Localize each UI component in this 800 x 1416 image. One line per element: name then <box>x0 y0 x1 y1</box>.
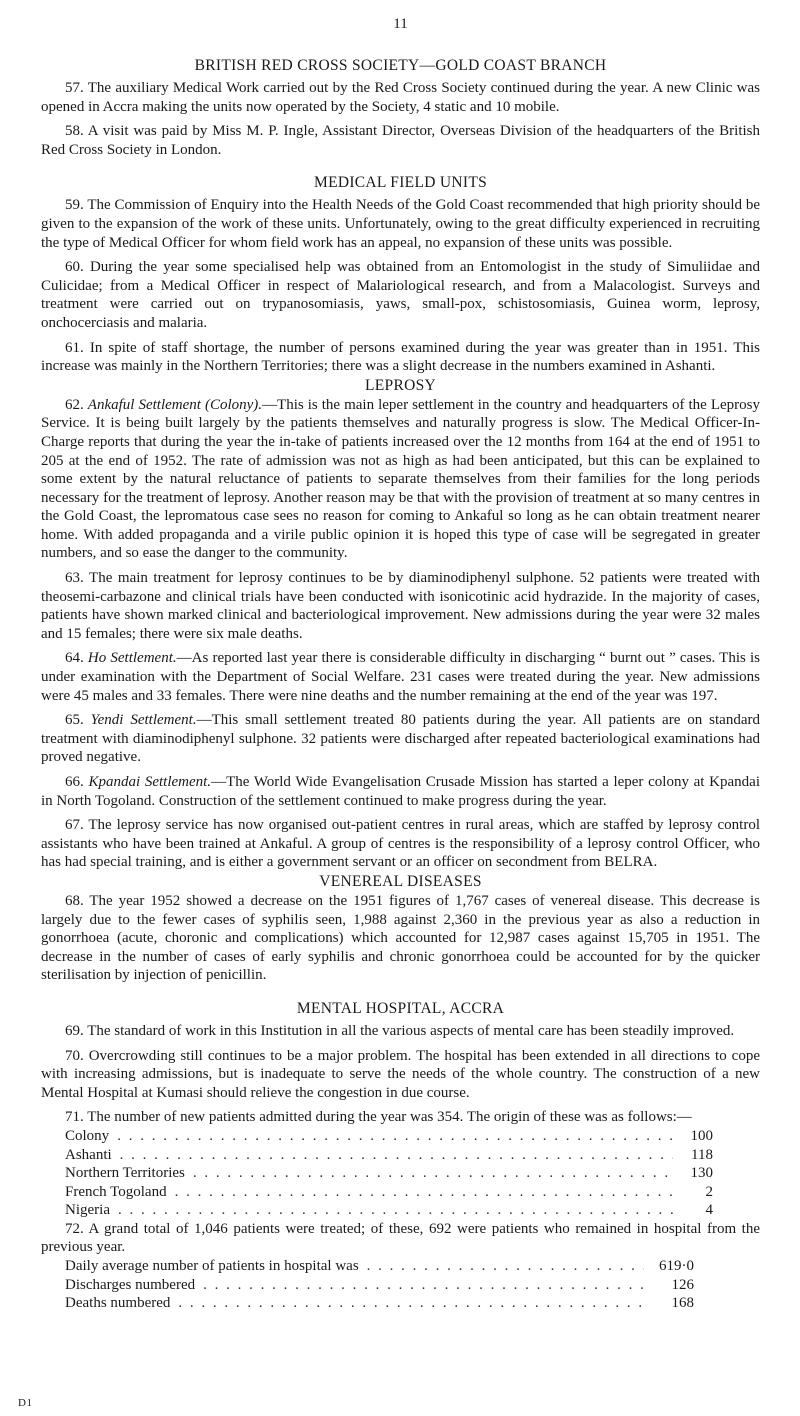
page-number: 11 <box>393 16 408 32</box>
paragraph-61: 61. In spite of staff shortage, the number of persons examined during the year was greater than in 1951. This increase was mainly in the Northern Territories; there was a slight decrease in the numbers examined in Ashanti. <box>41 339 760 375</box>
paragraph-64-number: 64. <box>65 650 88 667</box>
paragraph-69: 69. The standard of work in this Institution in all the various aspects of mental care has been steadily improved. <box>65 1022 735 1039</box>
origin-value: 130 <box>690 1165 713 1182</box>
origin-value: 100 <box>690 1127 713 1144</box>
paragraph-65-number: 65. <box>65 712 91 729</box>
stat-label: Daily average number of patients in hospital was <box>65 1258 359 1275</box>
origin-label: Colony <box>65 1127 110 1144</box>
origin-label: French Togoland <box>65 1183 167 1200</box>
paragraph-58: 58. A visit was paid by Miss M. P. Ingle, Assistant Director, Overseas Division of the headquarters of the British Red Cross Society in London. <box>41 123 760 158</box>
paragraph-66-number: 66. <box>65 774 89 790</box>
list-item <box>65 1201 713 1220</box>
paragraph-62 <box>41 396 760 563</box>
origin-label: Ashanti <box>65 1146 112 1163</box>
paragraph-67: 67. The leprosy service has now organised out-patient centres in rural areas, which are staffed by leprosy control assistants who have been trained at Ankaful. A group of centres is the responsibility of a leprosy control Officer, who has had special training, and is either a government servant or an officer on secondment from BELRA. <box>41 817 760 871</box>
section-heading-venereal-diseases: VENEREAL DISEASES <box>319 872 482 890</box>
paragraph-66 <box>41 773 760 810</box>
paragraph-62-number: 62. <box>65 396 88 413</box>
paragraph-72: 72. A grand total of 1,046 patients were treated; of these, 692 were patients who remained in hospital from the previous year. <box>41 1220 760 1256</box>
stat-value: 168 <box>671 1295 694 1312</box>
paragraph-63: 63. The main treatment for leprosy continues to be by diaminodiphenyl sulphone. 52 patients were treated with theosemi-carbazone and clinical trials have been conducted with isonicotinic acid hydrazide. In the majority of cases, patients have shown marked clinical and bacteriological improvement. New admissions during the year were 32 males and 15 females; there were six male deaths. <box>41 570 760 642</box>
paragraph-64-title: Ho Settlement. <box>87 650 177 667</box>
paragraph-65 <box>41 711 760 767</box>
list-item <box>65 1146 713 1165</box>
section-heading-red-cross: BRITISH RED CROSS SOCIETY—GOLD COAST BRANCH <box>194 57 607 74</box>
origin-label: Northern Territories <box>65 1165 185 1182</box>
section-heading-mental-hospital: MENTAL HOSPITAL, ACCRA <box>296 999 505 1017</box>
paragraph-65-title: Yendi Settlement. <box>90 712 197 729</box>
paragraph-68: 68. The year 1952 showed a decrease on the 1951 figures of 1,767 cases of venereal disease. This decrease is largely due to the fewer cases of syphilis seen, 1,988 against 2,360 in the previous year as also a reduction in gonorrhoea (acute, choronic and complications) which accounted for 12,987 cases against 15,705 in 1951. The decrease in the number of cases of early syphilis and chronic gonorrhoea could be accounted for by the quicker sterilisation by injection of penicillin. <box>41 892 760 984</box>
paragraph-57: 57. The auxiliary Medical Work carried out by the Red Cross Society continued during the year. A new Clinic was opened in Accra making the units now operated by the Society, 4 static and 10 mobile. <box>41 80 760 115</box>
list-item <box>65 1164 713 1183</box>
paragraph-64 <box>41 649 760 705</box>
list-item <box>65 1127 713 1146</box>
paragraph-71: 71. The number of new patients admitted during the year was 354. The origin of these was as follows:— <box>65 1109 692 1126</box>
paragraph-64-text: —As reported last year there is considerable difficulty in discharging “ burnt out ” cases. This is under examination with the Department of Social Welfare. 231 cases were treated during the year. New admissions were 45 males and 33 females. There were nine deaths and the number remaining at the end of the year was 197. <box>41 650 761 704</box>
list-item <box>65 1276 694 1295</box>
paragraph-62-text: —This is the main leper settlement in the country and headquarters of the Leprosy Service. It is being built largely by the patients themselves and naturally progress is slow. The Medical Officer-In-Charge reports that during the year the in-take of patients increased over the 12 months from 164 at the end of 1951 to 205 at the end of 1952. The rate of admission was not as high as had been anticipated, but this can be explained to some extent by the natural reluctance of patients to separate themselves from their families for the long periods necessary for the treatment of leprosy. Another reason may be that with the provision of treatment at so many centres in the Gold Coast, the lepromatous case sees no reason for coming to Ankaful so long as he can obtain treatment nearer home. With added propaganda and a virile public opinion it is hoped this type of case will be segregated in greater numbers, and so ease the danger to the community. <box>41 396 761 562</box>
stat-label: Deaths numbered <box>65 1295 171 1312</box>
origin-value: 4 <box>705 1202 713 1219</box>
paragraph-70: 70. Overcrowding still continues to be a major problem. The hospital has been extended in all directions to cope with increasing admissions, but is inadequate to serve the needs of the whole country. The construction of a new Mental Hospital at Kumasi should relieve the congestion in due course. <box>41 1047 760 1101</box>
footer-signature-mark: D1 <box>18 1397 33 1409</box>
stat-value: 619·0 <box>659 1258 694 1275</box>
paragraph-66-title: Kpandai Settlement. <box>88 774 212 790</box>
paragraph-62-title: Ankaful Settlement (Colony). <box>87 396 263 413</box>
origin-list <box>65 1127 713 1220</box>
hospital-stats-list <box>65 1257 694 1313</box>
list-item <box>65 1294 694 1313</box>
stat-value: 126 <box>671 1276 694 1293</box>
list-item <box>65 1257 694 1276</box>
list-item <box>65 1183 713 1202</box>
origin-value: 118 <box>691 1146 713 1163</box>
origin-label: Nigeria <box>65 1202 110 1219</box>
paragraph-66-text: —The World Wide Evangelisation Crusade Mission has started a leper colony at Kpandai in North Togoland. Construction of the settlement continued to make progress during the year. <box>41 774 760 809</box>
paragraph-60: 60. During the year some specialised help was obtained from an Entomologist in the study of Simuliidae and Culicidae; from a Medical Officer in respect of Malariological research, and from a Malacologist. Surveys and treatment were carried out on trypanosomiasis, yaws, small-pox, schistosomiasis, Guinea worm, leprosy, onchocerciasis and malaria. <box>41 259 760 331</box>
origin-value: 2 <box>705 1183 713 1200</box>
section-heading-leprosy: LEPROSY <box>364 376 436 394</box>
paragraph-65-text: —This small settlement treated 80 patients during the year. All patients are on standard treatment with diaminodiphenyl sulphone. 32 patients were discharged after repeated bacteriological examinations had proved negative. <box>41 712 760 766</box>
section-heading-medical-field-units: MEDICAL FIELD UNITS <box>313 174 488 192</box>
stat-label: Discharges numbered <box>65 1276 196 1293</box>
paragraph-59: 59. The Commission of Enquiry into the Health Needs of the Gold Coast recommended that high priority should be given to the expansion of the work of these units. Unfortunately, owing to the great difficulty experienced in recruiting the type of Medical Officer for whom field work has an appeal, no expansion of these units was possible. <box>41 197 760 251</box>
